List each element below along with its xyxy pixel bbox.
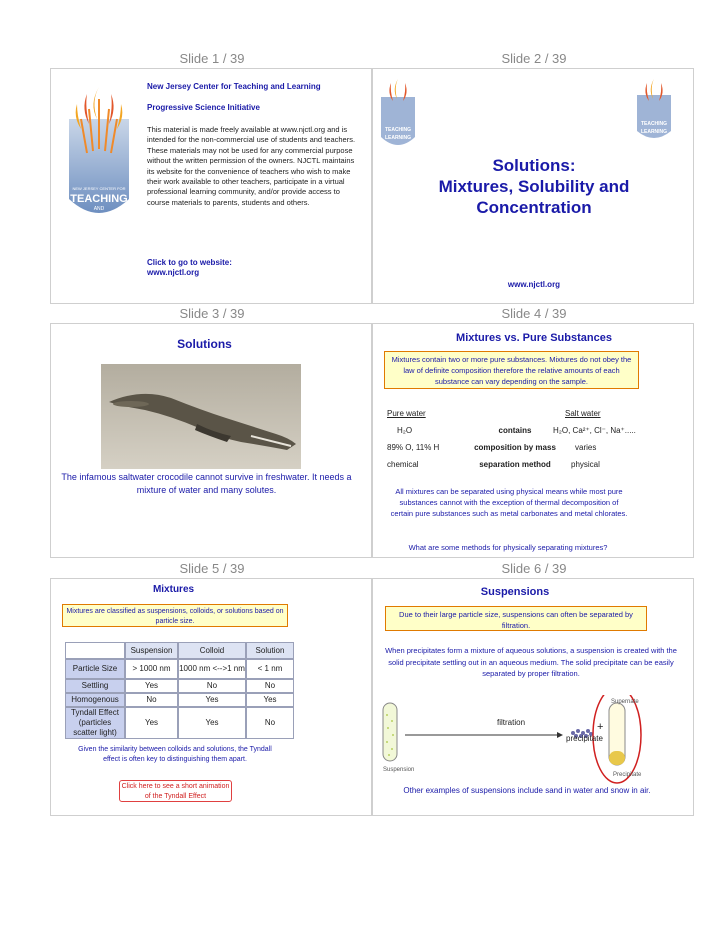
col-pure-water: Pure water xyxy=(387,409,426,418)
slide-1 xyxy=(50,68,372,304)
table-cell: < 1 nm xyxy=(246,659,294,679)
row-right: H₂O, Ca²⁺, Cl⁻, Na⁺..... xyxy=(553,426,636,435)
website-link-label[interactable]: Click to go to website: xyxy=(147,258,232,267)
table-cell: Yes xyxy=(178,693,246,707)
row-mid: separation method xyxy=(479,460,551,469)
initiative-name: Progressive Science Initiative xyxy=(147,103,260,112)
table-cell: No xyxy=(246,707,294,739)
table-cell: No xyxy=(246,679,294,693)
license-text: This material is made freely available at www.njctl.org and is intended for the non-commercial use of students and teachers. These materials may not be used for any commercial purpose without the written permission of the owners. NJCTL maintains its website for the convenience of teachers who wish to make their work available to other teachers, participate in a virtual professional learning community, and/or provide access to course materials to parents, students and others. xyxy=(147,125,356,207)
filtration-label: filtration xyxy=(497,718,526,727)
precipitate-label: precipitate xyxy=(566,734,603,743)
title-line: Concentration xyxy=(476,198,592,217)
website-link[interactable]: www.njctl.org xyxy=(147,268,200,277)
org-name: New Jersey Center for Teaching and Learning xyxy=(147,82,321,91)
slide-header-6: Slide 6 / 39 xyxy=(501,561,567,576)
table-header xyxy=(65,642,125,659)
other-examples: Other examples of suspensions include sand in water and snow in air. xyxy=(403,786,651,795)
table-header: Colloid xyxy=(178,642,246,659)
njctl-logo xyxy=(59,79,139,229)
table-cell: Homogenous xyxy=(65,693,125,707)
crocodile-caption: The infamous saltwater crocodile cannot survive in freshwater. It needs a mixture of water and many solutes. xyxy=(61,472,352,495)
title-line: Mixtures, Solubility and xyxy=(438,177,630,196)
table-cell: Yes xyxy=(125,679,178,693)
website-url[interactable]: www.njctl.org xyxy=(507,280,561,289)
njctl-logo-small-icon xyxy=(633,77,675,147)
slide-title: Mixtures vs. Pure Substances xyxy=(456,332,612,344)
row-left: H₂O xyxy=(397,426,413,435)
svg-text:TEACHING: TEACHING xyxy=(384,127,412,133)
question-text: What are some methods for physically separating mixtures? xyxy=(408,543,608,552)
slide-title: Suspensions xyxy=(480,586,550,598)
col-salt-water: Salt water xyxy=(565,409,601,418)
logo-text-line: LEARNING xyxy=(70,213,128,225)
slide-header-3: Slide 3 / 39 xyxy=(179,306,245,321)
table-header: Solution xyxy=(246,642,294,659)
definition-box: Mixtures contain two or more pure substances. Mixtures do not obey the law of definite composition therefore the relative amounts of each substance can vary depending on the sample. xyxy=(384,351,639,389)
table-cell: Tyndall Effect (particles scatter light) xyxy=(65,707,125,739)
title-line: Solutions: xyxy=(492,156,576,175)
table-header: Suspension xyxy=(125,642,178,659)
slide-4 xyxy=(372,323,694,558)
row-mid: composition by mass xyxy=(474,443,556,452)
row-left: 89% O, 11% H xyxy=(387,443,440,452)
logo-text xyxy=(61,184,137,224)
slide-header-5: Slide 5 / 39 xyxy=(179,561,245,576)
row-right: varies xyxy=(575,443,597,452)
precipitate-tube-label: Precipitate xyxy=(613,772,642,778)
row-left: chemical xyxy=(387,460,419,469)
logo-text-line: TEACHING xyxy=(70,193,128,205)
slide-header-1: Slide 1 / 39 xyxy=(179,51,245,66)
supernate-label: Supernate xyxy=(611,699,639,705)
tyndall-animation-link[interactable]: Click here to see a short animation of the Tyndall Effect xyxy=(119,780,232,802)
njctl-logo-icon xyxy=(377,75,419,155)
table-cell: > 1000 nm xyxy=(125,659,178,679)
table-cell: 1000 nm <-->1 nm xyxy=(178,659,246,679)
logo-text-line: AND xyxy=(93,206,105,212)
table-cell: Yes xyxy=(178,707,246,739)
filtration-box: Due to their large particle size, suspensions can often be separated by filtration. xyxy=(385,606,647,631)
slide-5 xyxy=(50,578,372,816)
table-cell: Particle Size xyxy=(65,659,125,679)
separation-paragraph: All mixtures can be separated using physical means while most pure substances cannot with the exception of thermal decomposition of certain pure substances such as metal carbonates and metal chlorates. xyxy=(390,487,628,519)
svg-text:LEARNING: LEARNING xyxy=(384,135,412,141)
slide-3 xyxy=(50,323,372,558)
row-right: physical xyxy=(571,460,600,469)
table-cell: Settling xyxy=(65,679,125,693)
table-cell: No xyxy=(178,679,246,693)
svg-text:LEARNING: LEARNING xyxy=(640,129,668,135)
table-cell: Yes xyxy=(246,693,294,707)
row-mid: contains xyxy=(498,426,532,435)
table-cell: Yes xyxy=(125,707,178,739)
plus-sign: + xyxy=(597,721,604,733)
logo-text-line: NEW JERSEY CENTER FOR xyxy=(72,186,126,191)
suspension-label: Suspension xyxy=(383,767,415,773)
slide-title: Solutions xyxy=(177,337,232,351)
table-cell: No xyxy=(125,693,178,707)
slide-title: Mixtures xyxy=(152,584,195,595)
classification-box: Mixtures are classified as suspensions, colloids, or solutions based on particle size. xyxy=(62,604,288,627)
precipitate-paragraph: When precipitates form a mixture of aqueous solutions, a suspension is created with the solid precipitate settling out in an aqueous medium. The solid precipitate can be easily separated by proper filtration. xyxy=(385,646,677,678)
svg-text:TEACHING: TEACHING xyxy=(640,121,668,127)
slide-2 xyxy=(372,68,694,304)
crocodile-photo xyxy=(101,364,301,469)
presentation-title xyxy=(373,155,694,218)
tyndall-note: Given the similarity between colloids and solutions, the Tyndall effect is often key to distinguishing them apart. xyxy=(78,746,272,763)
slide-header-2: Slide 2 / 39 xyxy=(501,51,567,66)
slide-6 xyxy=(372,578,694,816)
slide-header-4: Slide 4 / 39 xyxy=(501,306,567,321)
